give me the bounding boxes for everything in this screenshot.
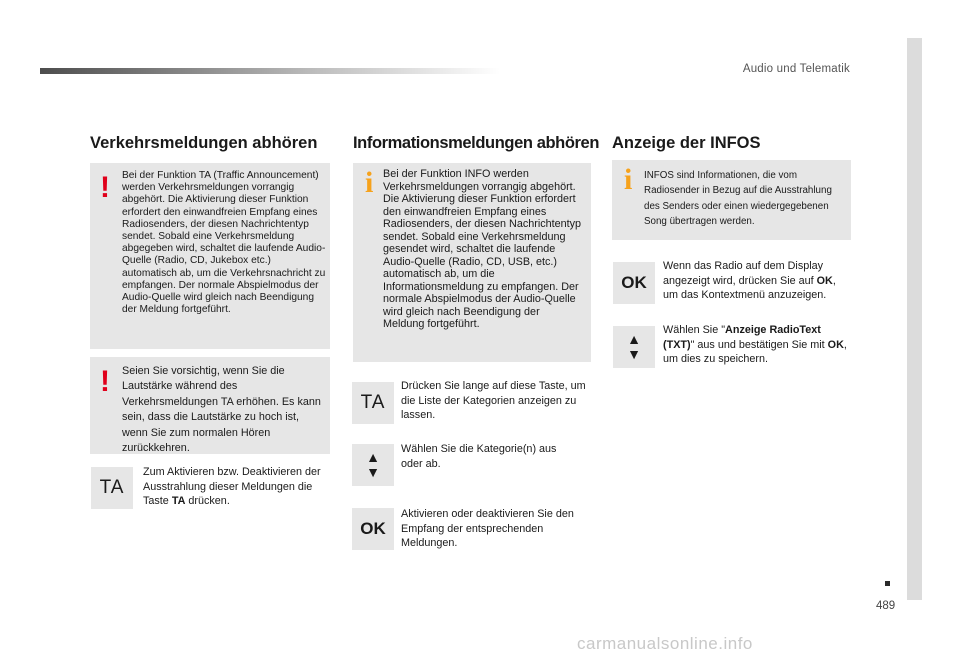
radiotext-instruction-part: , um dies zu speichern. <box>663 338 847 366</box>
page-side-band <box>907 38 922 600</box>
info-text-info-function: Bei der Funktion INFO werden Verkehrsmeldungen vorrangig abgehört. Die Aktivierung dieser Funktion erfordert den einwandfreien Empfang eines Radiosenders, der diesen Nachrichtentyp sendet. Sobald eine Verkehrsmeldung gesendet wird, schaltet die laufende Audio-Quelle (Radio, CD, USB, etc.) automatisch ab, um die Informationsmeldung zu empfangen. Der normale Abspielmodus der Audio-Quelle wird gleich nach Beendigung der Meldung fortgeführt. <box>383 168 582 330</box>
arrow-down-icon: ▼ <box>627 346 641 362</box>
radiotext-instruction-part: Wählen Sie " <box>663 324 726 336</box>
watermark: carmanualsonline.info <box>577 634 753 653</box>
arrow-up-icon: ▲ <box>366 449 380 465</box>
radiotext-instruction <box>663 323 853 367</box>
arrow-down-icon: ▼ <box>366 464 380 480</box>
ta-button-icon: TA <box>352 382 394 424</box>
warning-text-volume: Seien Sie vorsichtig, wenn Sie die Lautstärke während des Verkehrsmeldungen TA erhöhen. Es kann sein, dass die Lautstärke zu hoch ist, wenn Sie zum normalen Hören zurückkehren. <box>122 365 321 455</box>
warning-icon: ! <box>100 171 110 204</box>
ok-button-icon: OK <box>613 262 655 304</box>
select-category-instruction: Wählen Sie die Kategorie(n) aus oder ab. <box>401 443 557 470</box>
ta-key-label: TA <box>171 495 186 508</box>
ok-key-label: OK <box>816 274 833 287</box>
ta-long-press-instruction: Drücken Sie lange auf diese Taste, um die Liste der Kategorien anzeigen zu lassen. <box>401 380 586 422</box>
ta-instruction <box>143 465 335 509</box>
page-marker <box>885 581 890 586</box>
info-text-infos: INFOS sind Informationen, die vom Radiosender in Bezug auf die Ausstrahlung des Senders oder einen wiedergegebenen Song übertragen werden. <box>644 170 832 227</box>
warning-icon: ! <box>100 365 110 398</box>
heading-informationsmeldungen: Informationsmeldungen abhören <box>353 134 599 152</box>
context-menu-instruction-part: Wenn das Radio auf dem Display angezeigt wird, drücken Sie auf <box>663 260 824 287</box>
info-box-info-function <box>353 163 591 362</box>
warning-box-volume <box>90 357 330 454</box>
ok-button-icon: OK <box>352 508 394 550</box>
radiotext-option-label: Anzeige RadioText (TXT) <box>663 324 821 351</box>
warning-box-ta <box>90 163 330 349</box>
ok-key-label: OK <box>827 338 844 351</box>
info-box-infos <box>612 160 851 240</box>
section-title: Audio und Telematik <box>742 63 850 75</box>
radiotext-instruction-part: " aus und bestätigen Sie mit <box>690 338 828 351</box>
arrow-buttons-icon <box>352 444 394 486</box>
page-number: 489 <box>876 600 896 612</box>
context-menu-instruction-part: , um das Kontextmenü anzuzeigen. <box>663 274 836 302</box>
info-icon: i <box>624 163 633 196</box>
context-menu-instruction <box>663 259 853 303</box>
ta-instruction-part: drücken. <box>185 495 230 508</box>
warning-text-ta: Bei der Funktion TA (Traffic Announcement) werden Verkehrsmeldungen vorrangig abgehört. Die Aktivierung dieser Funktion erfordert den einwandfreien Empfang eines Radiosenders, der diesen Nachrichtentyp sendet. Sobald eine Verkehrsmeldung abgegeben wird, schaltet die laufende Audio-Quelle (Radio, CD, Jukebox etc.) automatisch ab, um die Verkehrsnachricht zu empfangen. Der normale Abspielmodus der Audio-Quelle wird gleich nach Beendigung der Meldung fortgeführt. <box>122 170 326 316</box>
header-gradient-bar <box>40 68 500 74</box>
arrow-up-icon: ▲ <box>627 331 641 347</box>
ta-button-icon: TA <box>91 467 133 509</box>
heading-verkehrsmeldungen: Verkehrsmeldungen abhören <box>90 134 318 152</box>
ta-instruction-part: Zum Aktivieren bzw. Deaktivieren der Ausstrahlung dieser Meldungen die Taste <box>143 466 321 508</box>
toggle-messages-instruction: Aktivieren oder deaktivieren Sie den Empfang der entsprechenden Meldungen. <box>401 508 574 550</box>
heading-anzeige-infos: Anzeige der INFOS <box>612 134 761 152</box>
arrow-buttons-icon <box>613 326 655 368</box>
info-icon: i <box>365 166 374 199</box>
